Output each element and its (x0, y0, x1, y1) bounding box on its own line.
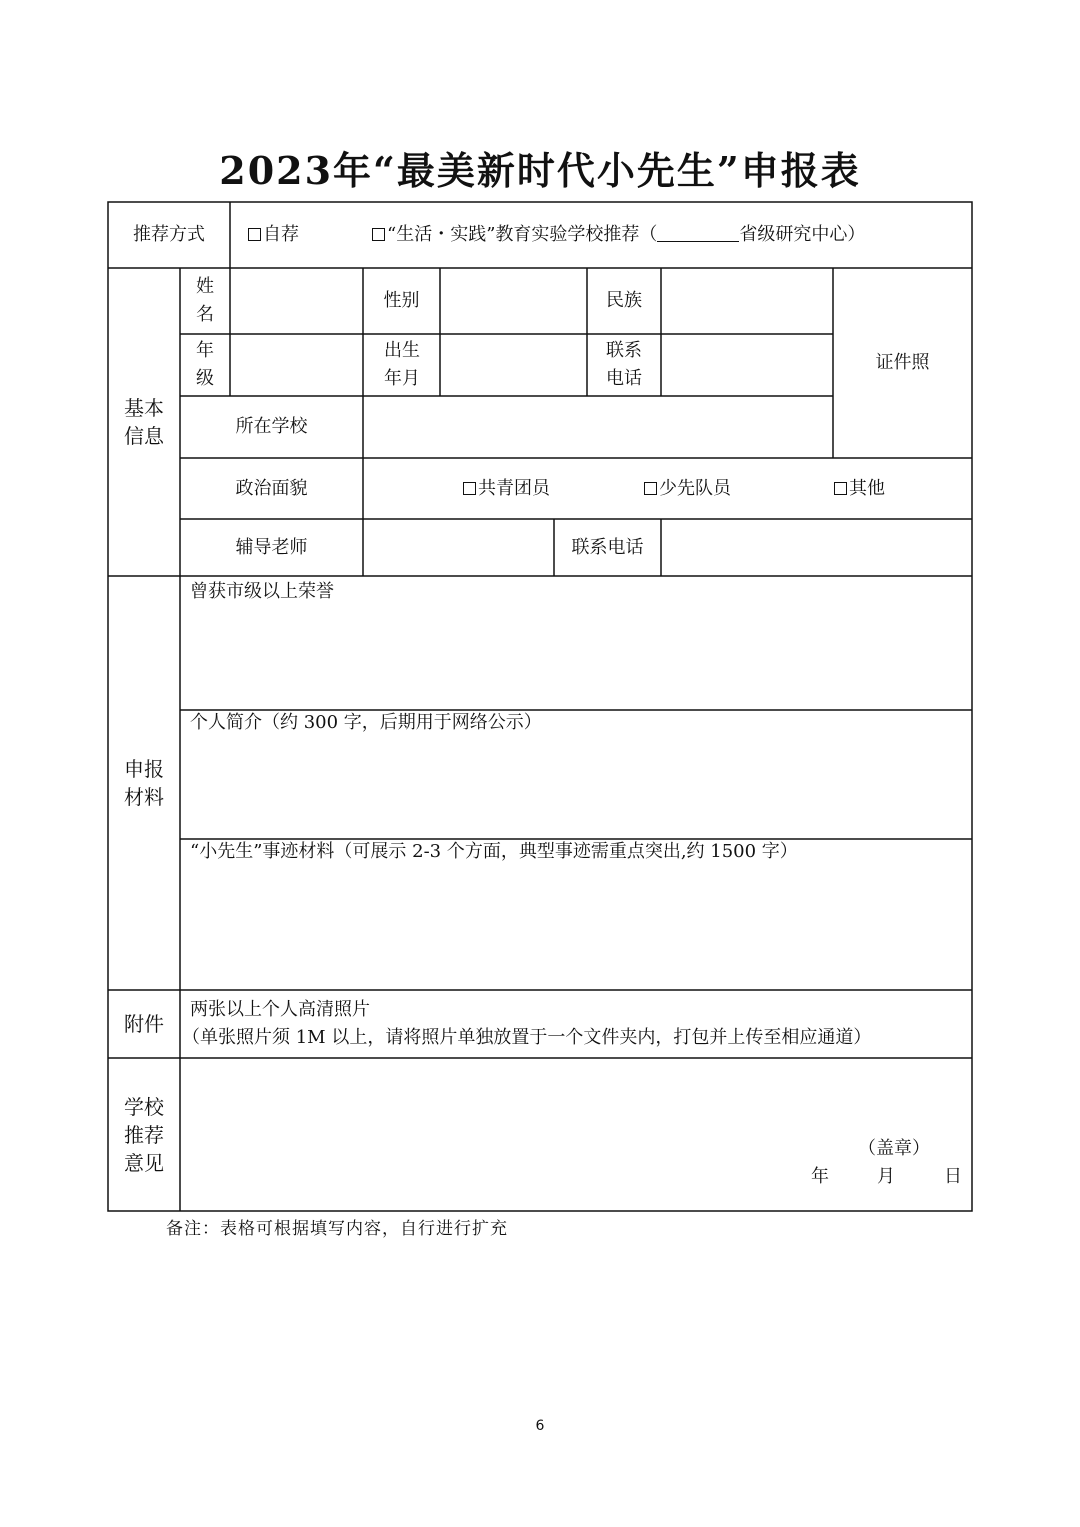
basic-info-text: 基本信息 (124, 396, 164, 448)
page-number: 6 (535, 1418, 545, 1434)
gender-label: 性别 (383, 290, 420, 311)
intro-label: 个人简介（约 300 字，后期用于网络公示） (190, 712, 542, 733)
form-title: 2023年“最美新时代小先生”申报表 (219, 148, 861, 193)
political-option-league[interactable] (463, 475, 550, 503)
ethnicity-label: 民族 (606, 290, 642, 311)
attachment-line2: （单张照片须 1M 以上，请将照片单独放置于一个文件夹内，打包并上传至相应通道） (182, 1027, 872, 1048)
recommend-label: 推荐方式 (133, 224, 205, 245)
political-option-other[interactable] (834, 475, 885, 503)
tutor-phone-label: 联系电话 (571, 537, 644, 558)
attachment-section-label: 附件 (124, 1012, 164, 1036)
tutor-label: 辅导老师 (235, 537, 308, 558)
footnote: 备注：表格可根据填写内容，自行进行扩充 (166, 1219, 508, 1239)
school-recommend-label: “生活・实践”教育实验学校推荐（ (387, 224, 658, 245)
center-name-blank[interactable] (657, 223, 739, 242)
checkbox-icon[interactable] (372, 228, 385, 241)
political-option-pioneer[interactable] (644, 475, 731, 503)
basic-info-section-label (108, 394, 180, 450)
day-label: 日 (944, 1166, 962, 1187)
opinion-section-label (108, 1093, 180, 1177)
opinion-text: 学校推荐意见 (124, 1095, 164, 1175)
school-recommend-suffix: 省级研究中心） (739, 224, 866, 245)
checkbox-icon[interactable] (644, 482, 657, 495)
name-label: 姓名 (196, 276, 214, 325)
checkbox-icon[interactable] (463, 482, 476, 495)
political-option-label: 共青团员 (478, 478, 550, 499)
political-option-label: 少先队员 (659, 478, 731, 499)
school-label: 所在学校 (235, 416, 308, 437)
self-recommend-option[interactable] (248, 221, 299, 249)
school-recommend-option[interactable] (372, 221, 865, 249)
deeds-label: “小先生”事迹材料（可展示 2-3 个方面，典型事迹需重点突出,约 1500 字） (190, 841, 798, 862)
checkbox-icon[interactable] (834, 482, 847, 495)
political-option-label: 其他 (849, 478, 885, 499)
seal-label: （盖章） (858, 1138, 930, 1159)
materials-section-label (108, 755, 180, 811)
honors-label: 曾获市级以上荣誉 (190, 581, 334, 602)
grade-label: 年级 (196, 340, 214, 389)
materials-text: 申报材料 (124, 757, 164, 809)
id-photo-label: 证件照 (875, 352, 930, 373)
self-recommend-label: 自荐 (263, 224, 299, 245)
checkbox-icon[interactable] (248, 228, 261, 241)
political-status-label: 政治面貌 (235, 478, 308, 499)
month-label: 月 (877, 1166, 895, 1187)
attachment-line1: 两张以上个人高清照片 (190, 999, 370, 1020)
birth-label: 出生年月 (384, 340, 420, 389)
year-label: 年 (811, 1166, 829, 1187)
contact-phone-label: 联系电话 (606, 340, 642, 389)
